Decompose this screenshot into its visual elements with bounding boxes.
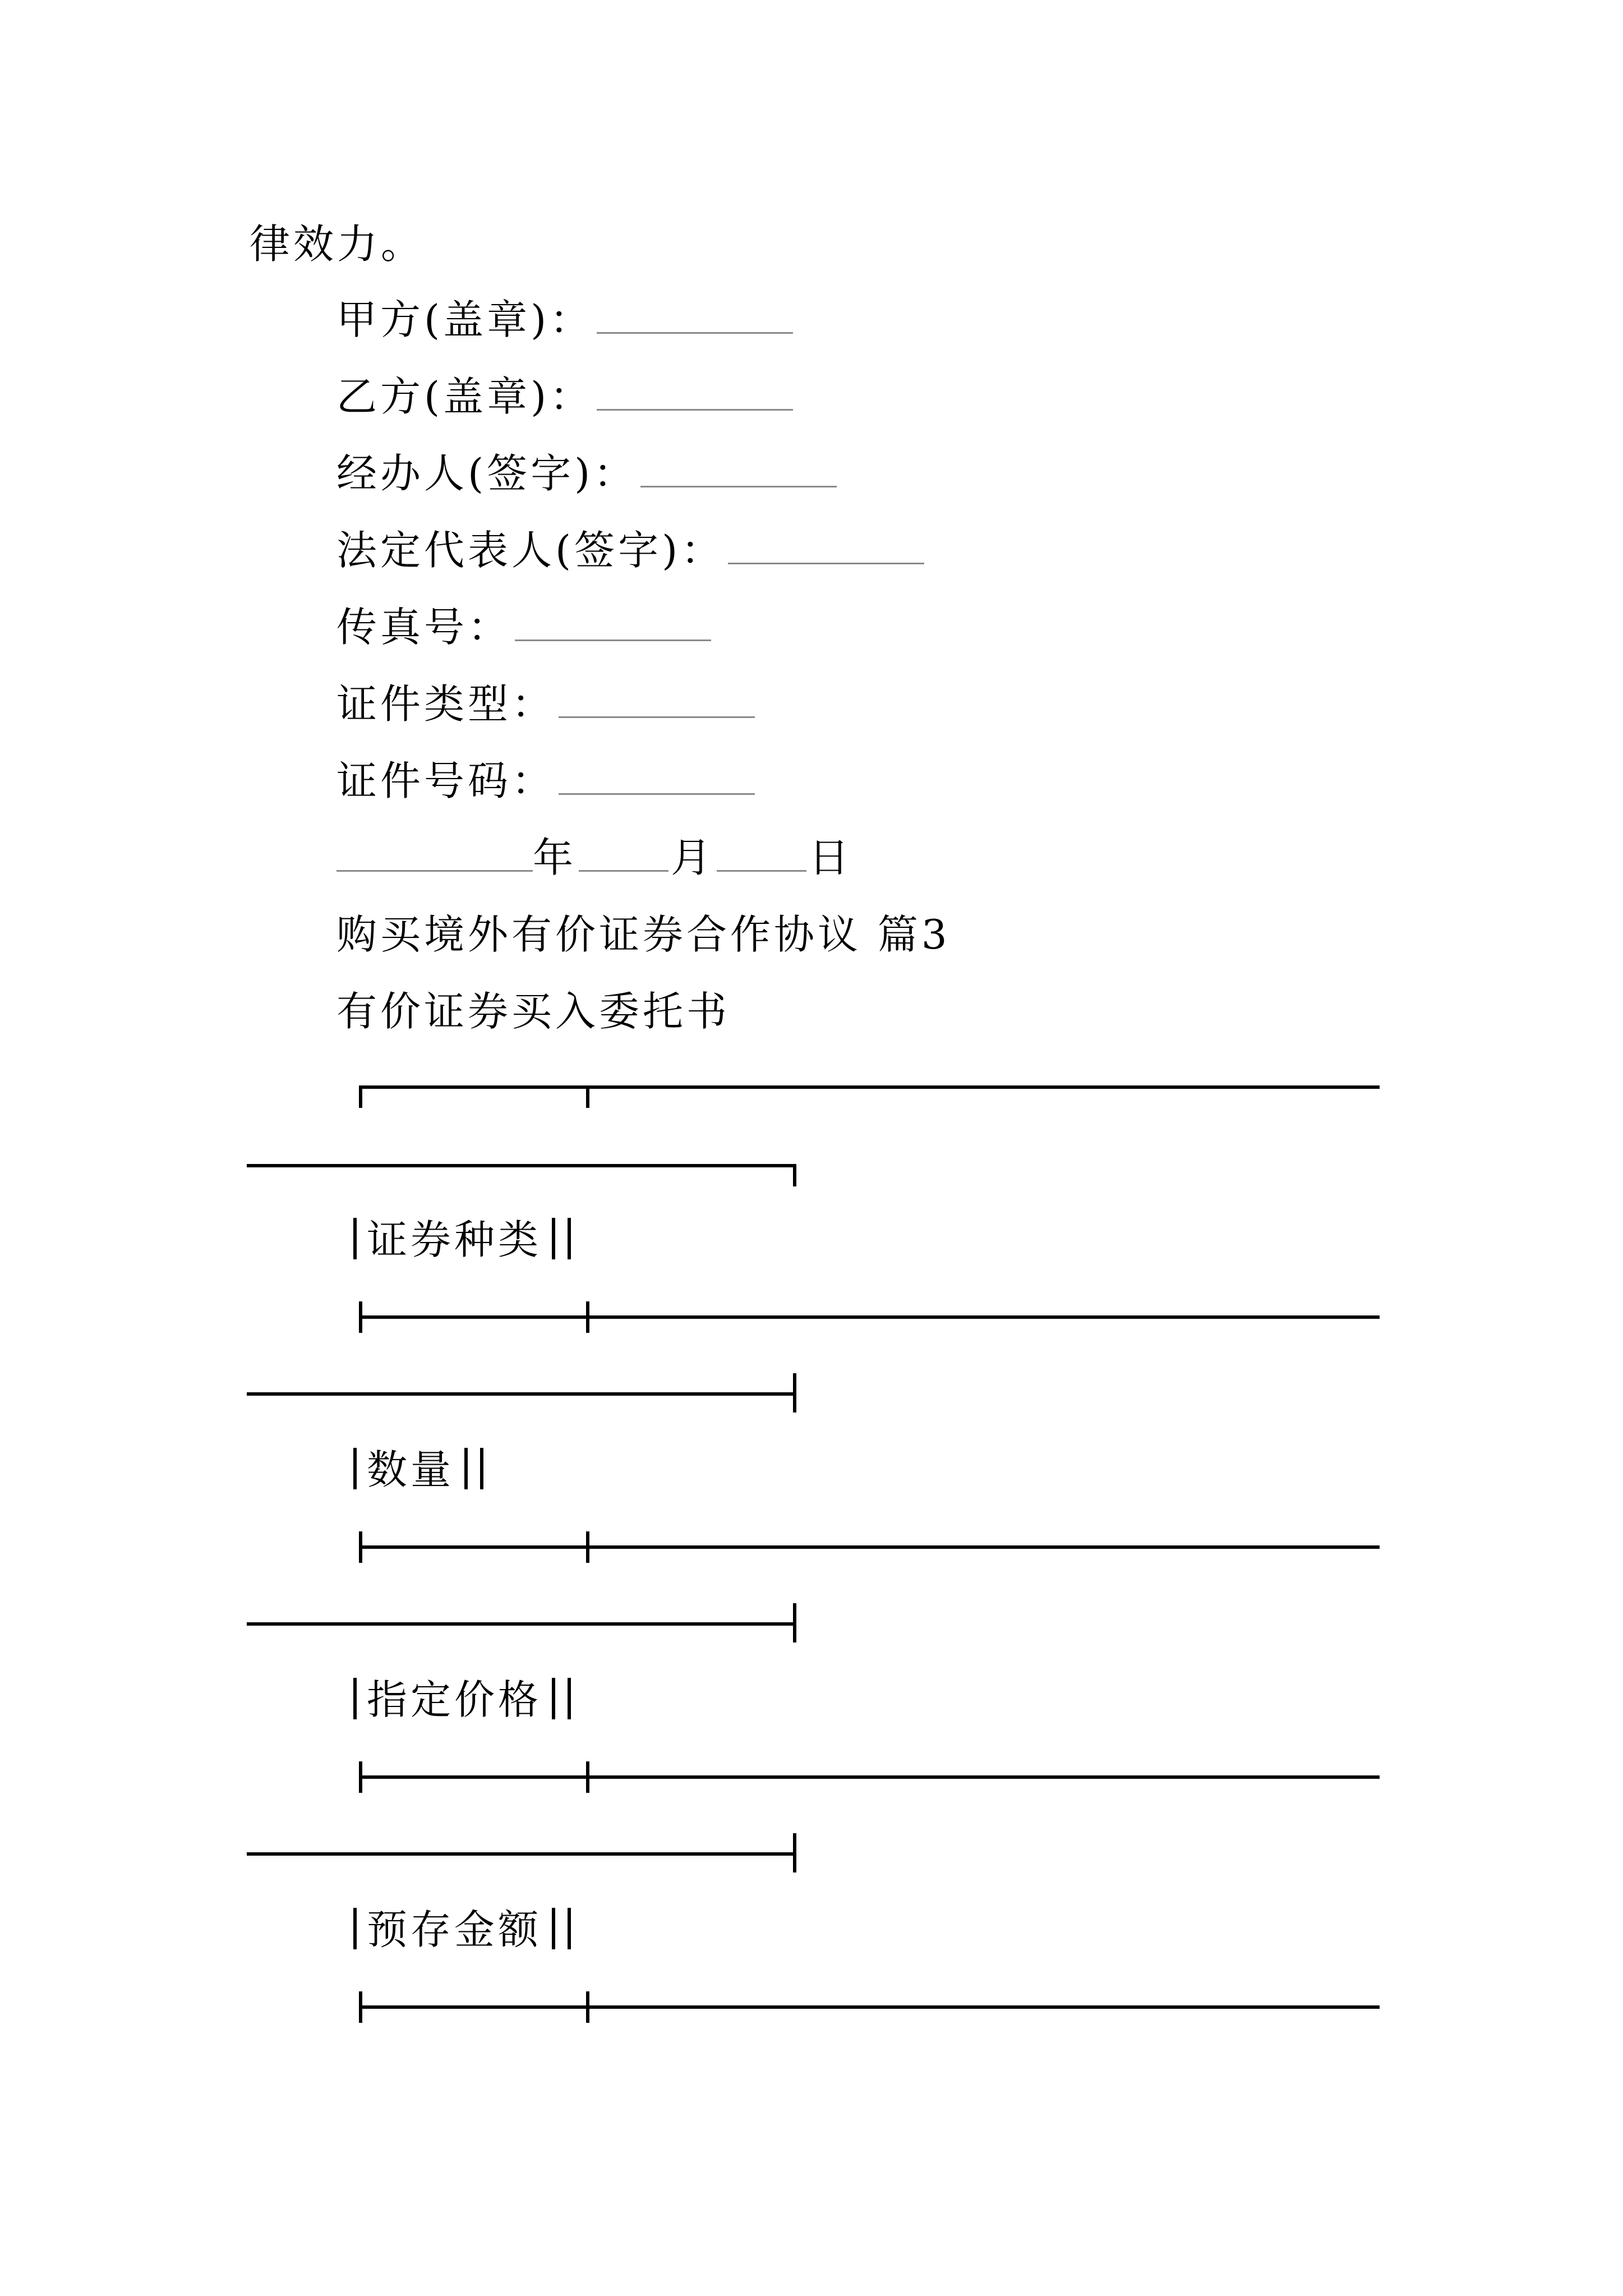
row-label: 证券种类 bbox=[367, 1216, 542, 1263]
table-row-border bbox=[359, 1775, 1380, 1779]
section-heading: 购买境外有价证券合作协议 篇3 bbox=[336, 911, 951, 958]
row-label: 数量 bbox=[367, 1446, 455, 1493]
year-label: 年 bbox=[533, 834, 577, 881]
field-label: 传真号： bbox=[336, 604, 512, 651]
table-column-divider bbox=[586, 1301, 589, 1333]
table-border-wrap bbox=[247, 1164, 796, 1167]
cell-border bbox=[552, 1908, 555, 1949]
field-label: 证件号码： bbox=[336, 757, 556, 804]
month-blank[interactable] bbox=[579, 831, 668, 872]
table-column-divider bbox=[586, 1531, 589, 1563]
table-corner bbox=[359, 1085, 362, 1108]
table-row bbox=[353, 1672, 581, 1728]
table-row-border bbox=[359, 1315, 1380, 1319]
table-right-edge bbox=[793, 1373, 796, 1412]
table-row bbox=[353, 1212, 581, 1268]
table-row-border-left bbox=[359, 1301, 362, 1333]
row-label: 预存金额 bbox=[367, 1906, 542, 1953]
cell-border bbox=[464, 1448, 468, 1489]
field-label: 法定代表人(签字)： bbox=[336, 527, 725, 574]
table-row bbox=[353, 1902, 581, 1958]
table-right-edge bbox=[793, 1164, 796, 1186]
cell-border bbox=[568, 1218, 571, 1259]
table-border-wrap bbox=[247, 1392, 796, 1396]
fill-blank[interactable] bbox=[559, 677, 755, 718]
month-label: 月 bbox=[671, 834, 715, 881]
cell-border bbox=[480, 1448, 483, 1489]
year-blank[interactable] bbox=[336, 831, 533, 872]
table-right-edge bbox=[793, 1833, 796, 1872]
cell-border bbox=[353, 1678, 357, 1719]
table-column-divider bbox=[586, 1761, 589, 1793]
table-row-border-left bbox=[359, 1991, 362, 2023]
signature-field-legal-rep bbox=[336, 522, 924, 578]
continuation-text: 律效力。 bbox=[250, 220, 425, 268]
cell-border bbox=[353, 1448, 357, 1489]
cell-border bbox=[353, 1218, 357, 1259]
fill-blank[interactable] bbox=[559, 754, 755, 795]
signature-field-id-type bbox=[336, 676, 755, 732]
field-label: 经办人(签字)： bbox=[336, 450, 638, 497]
signature-field-party-b bbox=[336, 369, 793, 425]
table-top-border bbox=[359, 1085, 1380, 1089]
fill-blank[interactable] bbox=[597, 370, 793, 411]
fill-blank[interactable] bbox=[597, 293, 793, 334]
table-column-divider bbox=[586, 1991, 589, 2023]
table-row-border bbox=[359, 2005, 1380, 2009]
field-label: 甲方(盖章)： bbox=[336, 296, 594, 343]
row-label: 指定价格 bbox=[367, 1676, 542, 1723]
day-label: 日 bbox=[809, 834, 853, 881]
table-right-edge bbox=[793, 1603, 796, 1642]
cell-border bbox=[568, 1908, 571, 1949]
field-label: 证件类型： bbox=[336, 680, 556, 728]
cell-border bbox=[568, 1678, 571, 1719]
fill-blank[interactable] bbox=[640, 447, 837, 487]
signature-field-handler bbox=[336, 445, 837, 501]
table-row-border-left bbox=[359, 1531, 362, 1563]
signature-field-party-a bbox=[336, 292, 793, 348]
table-border-wrap bbox=[247, 1622, 796, 1626]
table-column-divider bbox=[586, 1085, 589, 1108]
cell-border bbox=[552, 1218, 555, 1259]
cell-border bbox=[552, 1678, 555, 1719]
fill-blank[interactable] bbox=[515, 600, 711, 641]
table-row-border-left bbox=[359, 1761, 362, 1793]
table-row bbox=[353, 1442, 494, 1498]
date-line bbox=[336, 830, 852, 886]
signature-field-fax bbox=[336, 599, 711, 655]
table-border-wrap bbox=[247, 1852, 796, 1856]
fill-blank[interactable] bbox=[728, 523, 924, 564]
table-row-border bbox=[359, 1545, 1380, 1549]
day-blank[interactable] bbox=[717, 831, 806, 872]
cell-border bbox=[353, 1908, 357, 1949]
field-label: 乙方(盖章)： bbox=[336, 373, 594, 420]
signature-field-id-number bbox=[336, 753, 755, 809]
form-title: 有价证券买入委托书 bbox=[336, 988, 731, 1035]
